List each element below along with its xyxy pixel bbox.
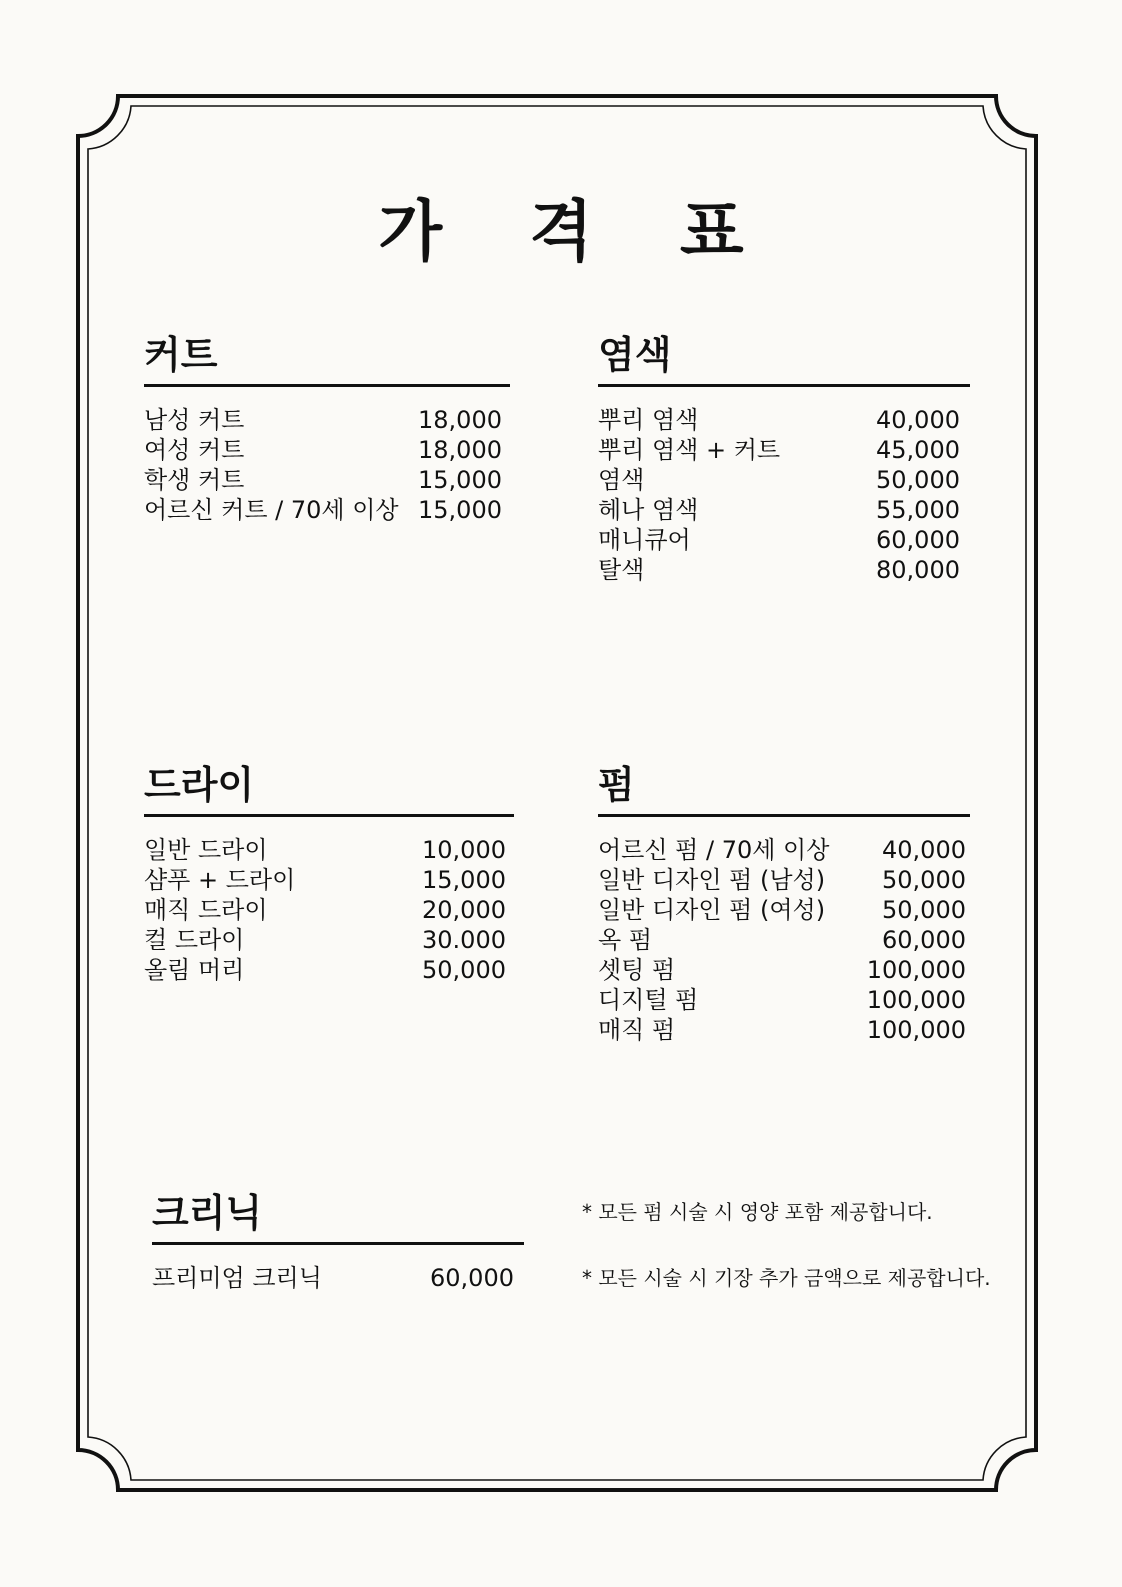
item-name: 탈색 [598,556,645,584]
section-perm [598,760,970,1045]
divider [144,814,514,817]
list-item [144,465,502,495]
list-item [144,405,502,435]
list-item [144,435,502,465]
list-item [598,955,966,985]
section-heading: 커트 [144,333,218,377]
item-name: 매직 펌 [598,1016,676,1044]
section-heading: 드라이 [144,763,255,807]
item-name: 어르신 커트 / 70세 이상 [144,496,399,524]
item-name: 어르신 펌 / 70세 이상 [598,836,830,864]
item-name: 일반 디자인 펌 (여성) [598,896,826,924]
price-list [598,835,966,1045]
page-title: 가 격 표 [378,193,776,270]
section-heading: 크리닉 [152,1191,263,1235]
section-dry [144,760,514,985]
item-name: 일반 드라이 [144,836,268,864]
section-heading: 염색 [598,333,672,377]
item-price: 30.000 [422,926,506,954]
item-name: 옥 펌 [598,926,652,954]
divider [598,384,970,387]
list-item [144,865,506,895]
item-price: 40,000 [876,406,960,434]
list-item [144,895,506,925]
item-name: 매니큐어 [598,526,691,554]
list-item [144,955,506,985]
list-item [598,865,966,895]
note-length-surcharge: * 모든 시술 시 기장 추가 금액으로 제공합니다. [582,1266,991,1290]
item-price: 80,000 [876,556,960,584]
list-item [598,495,960,525]
item-price: 18,000 [418,436,502,464]
item-price: 100,000 [866,1016,966,1044]
item-name: 컬 드라이 [144,926,245,954]
item-price: 50,000 [882,866,966,894]
list-item [598,435,960,465]
item-price: 100,000 [866,956,966,984]
item-name: 일반 디자인 펌 (남성) [598,866,826,894]
item-price: 18,000 [418,406,502,434]
item-name: 올림 머리 [144,956,245,984]
price-list [144,405,502,525]
item-name: 염색 [598,466,645,494]
item-price: 50,000 [422,956,506,984]
item-name: 프리미엄 크리닉 [152,1264,322,1292]
price-list [598,405,960,585]
divider [598,814,970,817]
item-name: 헤나 염색 [598,496,699,524]
item-price: 15,000 [418,496,502,524]
item-name: 셋팅 펌 [598,956,676,984]
list-item [598,835,966,865]
item-price: 100,000 [866,986,966,1014]
list-item [598,405,960,435]
list-item [598,1015,966,1045]
item-name: 샴푸 + 드라이 [144,866,296,894]
list-item [598,895,966,925]
list-item [144,835,506,865]
item-price: 50,000 [876,466,960,494]
price-list [152,1263,514,1293]
item-price: 20,000 [422,896,506,924]
item-name: 남성 커트 [144,406,245,434]
section-heading: 펌 [598,763,635,807]
item-name: 뿌리 염색 + 커트 [598,436,781,464]
item-price: 10,000 [422,836,506,864]
item-price: 60,000 [430,1264,514,1292]
section-cut [144,330,510,525]
divider [144,384,510,387]
item-price: 40,000 [882,836,966,864]
item-name: 학생 커트 [144,466,245,494]
list-item [144,495,502,525]
item-price: 50,000 [882,896,966,924]
item-price: 60,000 [882,926,966,954]
section-clinic [152,1188,524,1293]
list-item [598,525,960,555]
item-name: 매직 드라이 [144,896,268,924]
section-dye [598,330,970,585]
item-price: 15,000 [418,466,502,494]
item-price: 60,000 [876,526,960,554]
list-item [598,925,966,955]
list-item [598,985,966,1015]
note-nutrition: * 모든 펌 시술 시 영양 포함 제공합니다. [582,1200,933,1224]
item-name: 디지털 펌 [598,986,699,1014]
divider [152,1242,524,1245]
item-price: 55,000 [876,496,960,524]
list-item [144,925,506,955]
item-price: 15,000 [422,866,506,894]
list-item [152,1263,514,1293]
list-item [598,465,960,495]
list-item [598,555,960,585]
price-list [144,835,506,985]
item-price: 45,000 [876,436,960,464]
item-name: 여성 커트 [144,436,245,464]
item-name: 뿌리 염색 [598,406,699,434]
